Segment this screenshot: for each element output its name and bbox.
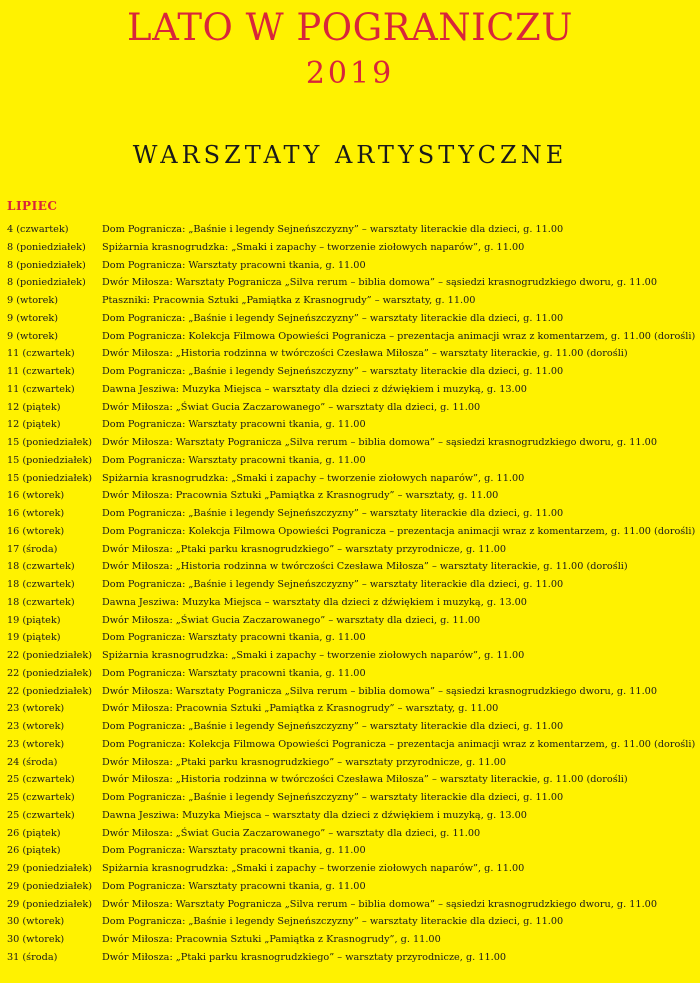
event-date: 8 (poniedziałek) bbox=[7, 277, 86, 289]
event-row bbox=[7, 257, 697, 275]
event-date: 15 (poniedziałek) bbox=[7, 472, 92, 484]
event-row bbox=[7, 913, 697, 931]
event-date: 25 (czwartek) bbox=[7, 774, 75, 786]
event-row bbox=[7, 541, 697, 559]
event-date: 31 (środa) bbox=[7, 951, 58, 963]
event-description: Dom Pogranicza: „Baśnie i legendy Sejneńszczyzny” – warsztaty literackie dla dzieci, g. 11.00 bbox=[102, 916, 564, 928]
event-date: 19 (piątek) bbox=[7, 632, 61, 644]
event-row bbox=[7, 878, 697, 896]
event-description: Spiżarnia krasnogrudzka: „Smaki i zapachy – tworzenie ziołowych naparów”, g. 11.00 bbox=[102, 472, 525, 484]
event-description: Dom Pogranicza: „Baśnie i legendy Sejneńszczyzny” – warsztaty literackie dla dzieci, g. 11.00 bbox=[102, 224, 564, 235]
event-date: 29 (poniedziałek) bbox=[7, 898, 92, 910]
event-date: 26 (piątek) bbox=[7, 845, 61, 857]
event-date: 23 (wtorek) bbox=[7, 721, 65, 732]
page-title: LATO W POGRANICZU bbox=[127, 6, 573, 49]
event-row bbox=[7, 629, 697, 647]
event-row bbox=[7, 949, 697, 967]
event-row bbox=[7, 363, 697, 381]
event-description: Dwór Miłosza: „Świat Gucia Zaczarowanego” – warsztaty dla dzieci, g. 11.00 bbox=[102, 614, 481, 626]
event-description: Dwór Miłosza: Pracownia Sztuki „Pamiątka z Krasnogrudy” – warsztaty, g. 11.00 bbox=[102, 703, 499, 715]
event-row bbox=[7, 310, 697, 328]
event-date: 15 (poniedziałek) bbox=[7, 454, 92, 466]
event-row bbox=[7, 452, 697, 470]
event-row bbox=[7, 558, 697, 576]
event-row bbox=[7, 523, 697, 541]
event-row bbox=[7, 789, 697, 807]
event-description: Dom Pogranicza: Warsztaty pracowni tkania, g. 11.00 bbox=[102, 259, 366, 271]
event-description: Dwór Miłosza: Pracownia Sztuki „Pamiątka z Krasnogrudy”, g. 11.00 bbox=[102, 934, 441, 945]
event-description: Dom Pogranicza: Kolekcja Filmowa Opowieści Pogranicza – prezentacja animacji wraz z komentarzem, g. 11.00 (dorośli) bbox=[102, 525, 696, 537]
event-description: Dwór Miłosza: „Ptaki parku krasnogrudzkiego” – warsztaty przyrodnicze, g. 11.00 bbox=[102, 543, 507, 555]
event-date: 25 (czwartek) bbox=[7, 809, 75, 821]
event-row bbox=[7, 239, 697, 257]
event-row bbox=[7, 612, 697, 630]
event-date: 22 (poniedziałek) bbox=[7, 667, 92, 679]
event-date: 12 (piątek) bbox=[7, 419, 61, 431]
event-description: Dom Pogranicza: „Baśnie i legendy Sejneńszczyzny” – warsztaty literackie dla dzieci, g. 11.00 bbox=[102, 366, 564, 377]
event-date: 29 (poniedziałek) bbox=[7, 863, 92, 874]
event-date: 12 (piątek) bbox=[7, 401, 61, 413]
event-description: Spiżarnia krasnogrudzka: „Smaki i zapachy – tworzenie ziołowych naparów”, g. 11.00 bbox=[102, 863, 525, 874]
event-row bbox=[7, 487, 697, 505]
event-description: Dwór Miłosza: Warsztaty Pogranicza „Silva rerum – biblia domowa” – sąsiedzi krasnogrudzkiego dworu, g. 11.00 bbox=[102, 685, 658, 697]
event-description: Dom Pogranicza: „Baśnie i legendy Sejneńszczyzny” – warsztaty literackie dla dzieci, g. 11.00 bbox=[102, 792, 564, 803]
event-row bbox=[7, 470, 697, 488]
event-date: 30 (wtorek) bbox=[7, 916, 65, 928]
event-row bbox=[7, 647, 697, 665]
event-row bbox=[7, 328, 697, 346]
event-row bbox=[7, 683, 697, 701]
event-description: Dom Pogranicza: Warsztaty pracowni tkania, g. 11.00 bbox=[102, 454, 366, 466]
event-row bbox=[7, 754, 697, 772]
event-date: 8 (poniedziałek) bbox=[7, 259, 86, 271]
event-date: 18 (czwartek) bbox=[7, 579, 75, 590]
event-date: 9 (wtorek) bbox=[7, 295, 59, 306]
event-row bbox=[7, 931, 697, 949]
page-subtitle: WARSZTATY ARTYSTYCZNE bbox=[132, 140, 568, 169]
event-date: 15 (poniedziałek) bbox=[7, 437, 92, 448]
event-description: Dwór Miłosza: Warsztaty Pogranicza „Silva rerum – biblia domowa” – sąsiedzi krasnogrudzkiego dworu, g. 11.00 bbox=[102, 437, 658, 448]
event-description: Ptaszniki: Pracownia Sztuki „Pamiątka z Krasnogrudy” – warsztaty, g. 11.00 bbox=[102, 295, 476, 306]
event-description: Dwór Miłosza: Pracownia Sztuki „Pamiątka z Krasnogrudy” – warsztaty, g. 11.00 bbox=[102, 490, 499, 502]
event-description: Spiżarnia krasnogrudzka: „Smaki i zapachy – tworzenie ziołowych naparów”, g. 11.00 bbox=[102, 241, 525, 253]
event-description: Dawna Jesziwa: Muzyka Miejsca – warsztaty dla dzieci z dźwiękiem i muzyką, g. 13.00 bbox=[102, 383, 527, 395]
event-description: Dom Pogranicza: Warsztaty pracowni tkania, g. 11.00 bbox=[102, 632, 366, 644]
section-heading-month: LIPIEC bbox=[7, 199, 58, 213]
event-row bbox=[7, 771, 697, 789]
event-date: 9 (wtorek) bbox=[7, 330, 59, 342]
event-description: Dom Pogranicza: Kolekcja Filmowa Opowieści Pogranicza – prezentacja animacji wraz z komentarzem, g. 11.00 (dorośli) bbox=[102, 738, 696, 750]
event-date: 23 (wtorek) bbox=[7, 703, 65, 715]
event-row bbox=[7, 842, 697, 860]
event-description: Dom Pogranicza: „Baśnie i legendy Sejneńszczyzny” – warsztaty literackie dla dzieci, g. 11.00 bbox=[102, 721, 564, 732]
event-date: 16 (wtorek) bbox=[7, 525, 65, 537]
event-date: 25 (czwartek) bbox=[7, 792, 75, 803]
event-row bbox=[7, 505, 697, 523]
event-row bbox=[7, 434, 697, 452]
page-year: 2019 bbox=[305, 56, 395, 91]
event-date: 18 (czwartek) bbox=[7, 596, 75, 608]
event-date: 8 (poniedziałek) bbox=[7, 241, 86, 253]
event-description: Dom Pogranicza: „Baśnie i legendy Sejneńszczyzny” – warsztaty literackie dla dzieci, g. 11.00 bbox=[102, 312, 564, 324]
event-description: Dwór Miłosza: „Historia rodzinna w twórczości Czesława Miłosza” – warsztaty literackie, g. 11.00 (dorośli) bbox=[102, 561, 628, 573]
event-description: Dom Pogranicza: Warsztaty pracowni tkania, g. 11.00 bbox=[102, 667, 366, 679]
event-description: Dwór Miłosza: Warsztaty Pogranicza „Silva rerum – biblia domowa” – sąsiedzi krasnogrudzkiego dworu, g. 11.00 bbox=[102, 898, 658, 910]
event-row bbox=[7, 416, 697, 434]
event-description: Dwór Miłosza: „Historia rodzinna w twórczości Czesława Miłosza” – warsztaty literackie, g. 11.00 (dorośli) bbox=[102, 348, 628, 360]
event-description: Dwór Miłosza: „Świat Gucia Zaczarowanego” – warsztaty dla dzieci, g. 11.00 bbox=[102, 827, 481, 839]
event-date: 9 (wtorek) bbox=[7, 312, 59, 324]
event-row bbox=[7, 718, 697, 736]
event-date: 29 (poniedziałek) bbox=[7, 880, 92, 892]
event-row bbox=[7, 381, 697, 399]
event-description: Dwór Miłosza: „Ptaki parku krasnogrudzkiego” – warsztaty przyrodnicze, g. 11.00 bbox=[102, 951, 507, 963]
event-date: 17 (środa) bbox=[7, 543, 58, 555]
event-date: 22 (poniedziałek) bbox=[7, 650, 92, 661]
event-description: Dwór Miłosza: „Ptaki parku krasnogrudzkiego” – warsztaty przyrodnicze, g. 11.00 bbox=[102, 756, 507, 768]
event-row bbox=[7, 221, 697, 239]
event-date: 4 (czwartek) bbox=[7, 224, 69, 235]
event-description: Spiżarnia krasnogrudzka: „Smaki i zapachy – tworzenie ziołowych naparów”, g. 11.00 bbox=[102, 650, 525, 661]
event-row bbox=[7, 860, 697, 878]
event-date: 11 (czwartek) bbox=[7, 366, 75, 377]
event-date: 19 (piątek) bbox=[7, 614, 61, 626]
event-row bbox=[7, 274, 697, 292]
event-description: Dom Pogranicza: „Baśnie i legendy Sejneńszczyzny” – warsztaty literackie dla dzieci, g. 11.00 bbox=[102, 508, 564, 519]
event-date: 16 (wtorek) bbox=[7, 490, 65, 502]
event-row bbox=[7, 665, 697, 683]
event-row bbox=[7, 807, 697, 825]
event-date: 30 (wtorek) bbox=[7, 934, 65, 945]
event-date: 18 (czwartek) bbox=[7, 561, 75, 573]
event-row bbox=[7, 825, 697, 843]
event-description: Dom Pogranicza: Warsztaty pracowni tkania, g. 11.00 bbox=[102, 880, 366, 892]
event-row bbox=[7, 594, 697, 612]
event-row bbox=[7, 399, 697, 417]
event-date: 23 (wtorek) bbox=[7, 738, 65, 750]
event-date: 11 (czwartek) bbox=[7, 383, 75, 395]
event-list bbox=[7, 221, 697, 967]
event-description: Dom Pogranicza: „Baśnie i legendy Sejneńszczyzny” – warsztaty literackie dla dzieci, g. 11.00 bbox=[102, 579, 564, 590]
event-description: Dawna Jesziwa: Muzyka Miejsca – warsztaty dla dzieci z dźwiękiem i muzyką, g. 13.00 bbox=[102, 809, 527, 821]
event-date: 11 (czwartek) bbox=[7, 348, 75, 360]
event-description: Dwór Miłosza: „Świat Gucia Zaczarowanego” – warsztaty dla dzieci, g. 11.00 bbox=[102, 401, 481, 413]
event-row bbox=[7, 896, 697, 914]
event-date: 26 (piątek) bbox=[7, 827, 61, 839]
event-row bbox=[7, 345, 697, 363]
event-date: 22 (poniedziałek) bbox=[7, 685, 92, 697]
event-row bbox=[7, 576, 697, 594]
event-row bbox=[7, 700, 697, 718]
event-row bbox=[7, 736, 697, 754]
event-description: Dawna Jesziwa: Muzyka Miejsca – warsztaty dla dzieci z dźwiękiem i muzyką, g. 13.00 bbox=[102, 596, 527, 608]
event-row bbox=[7, 292, 697, 310]
event-description: Dwór Miłosza: „Historia rodzinna w twórczości Czesława Miłosza” – warsztaty literackie, g. 11.00 (dorośli) bbox=[102, 774, 628, 786]
event-description: Dom Pogranicza: Warsztaty pracowni tkania, g. 11.00 bbox=[102, 845, 366, 857]
event-date: 16 (wtorek) bbox=[7, 508, 65, 519]
event-date: 24 (środa) bbox=[7, 756, 58, 768]
event-description: Dom Pogranicza: Warsztaty pracowni tkania, g. 11.00 bbox=[102, 419, 366, 431]
event-description: Dwór Miłosza: Warsztaty Pogranicza „Silva rerum – biblia domowa” – sąsiedzi krasnogrudzkiego dworu, g. 11.00 bbox=[102, 277, 658, 289]
event-description: Dom Pogranicza: Kolekcja Filmowa Opowieści Pogranicza – prezentacja animacji wraz z komentarzem, g. 11.00 (dorośli) bbox=[102, 330, 696, 342]
